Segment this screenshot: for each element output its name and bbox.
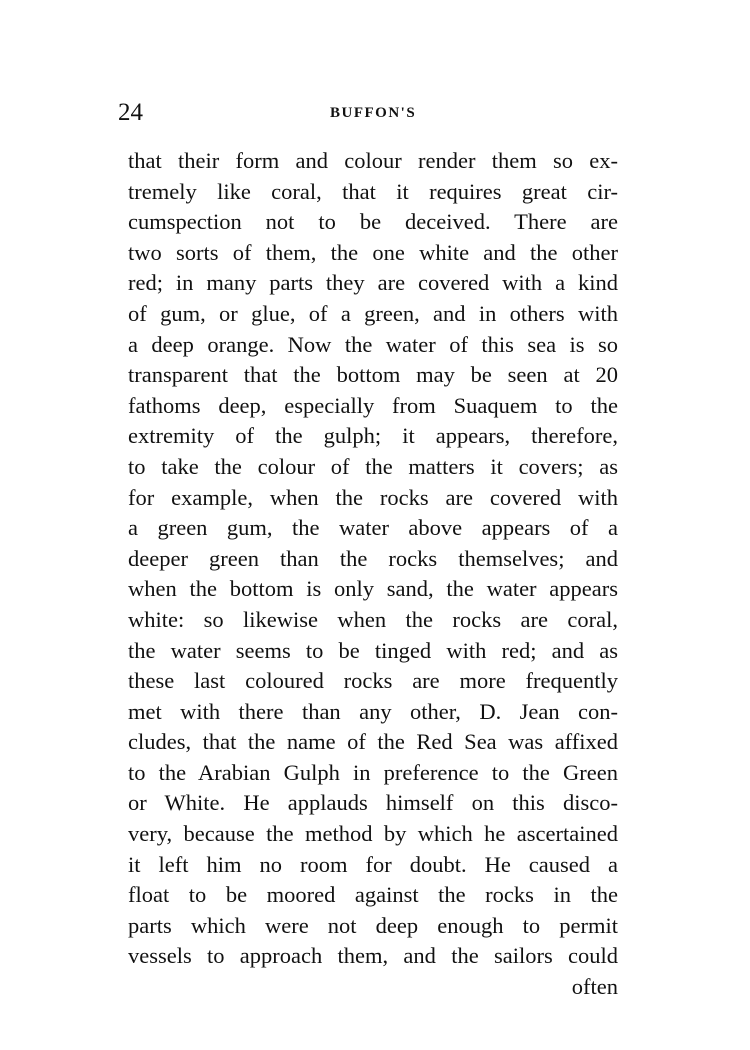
text-line: white: so likewise when the rocks are coral,: [128, 606, 618, 632]
text-line: met with there than any other, D. Jean con-: [128, 698, 618, 724]
text-line: these last coloured rocks are more frequently: [128, 668, 618, 694]
text-line: two sorts of them, the one white and the other: [128, 239, 618, 265]
text-line: a deep orange. Now the water of this sea is so: [128, 331, 618, 357]
text-line: transparent that the bottom may be seen at 20: [128, 362, 618, 388]
running-head: BUFFON'S: [330, 105, 417, 121]
text-line: to take the colour of the matters it covers; as: [128, 453, 618, 479]
body-text: [128, 146, 618, 1003]
text-line: red; in many parts they are covered with a kind: [128, 270, 618, 296]
text-line: a green gum, the water above appears of a: [128, 515, 618, 541]
text-line: the water seems to be tinged with red; and as: [128, 637, 618, 663]
text-line: deeper green than the rocks themselves; and: [128, 545, 618, 571]
text-line: to the Arabian Gulph in preference to the Green: [128, 759, 618, 785]
text-line: tremely like coral, that it requires great cir-: [128, 178, 618, 204]
text-line: fathoms deep, especially from Suaquem to the: [128, 392, 618, 418]
text-line: it left him no room for doubt. He caused a: [128, 851, 618, 877]
catchword: often: [571, 974, 618, 1000]
text-line: parts which were not deep enough to permit: [128, 912, 618, 938]
text-line: for example, when the rocks are covered with: [128, 484, 618, 510]
text-line: or White. He applauds himself on this disco-: [128, 790, 618, 816]
text-line: extremity of the gulph; it appears, therefore,: [128, 423, 618, 449]
text-line: when the bottom is only sand, the water appears: [128, 576, 618, 602]
text-line: vessels to approach them, and the sailors could: [128, 943, 618, 969]
page-number: 24: [118, 99, 143, 126]
text-line: float to be moored against the rocks in the: [128, 882, 618, 908]
text-line: that their form and colour render them so ex-: [128, 148, 618, 173]
text-line: of gum, or glue, of a green, and in others with: [128, 300, 618, 326]
text-line: very, because the method by which he ascertained: [128, 821, 618, 847]
text-line: cumspection not to be deceived. There are: [128, 209, 618, 235]
text-line: cludes, that the name of the Red Sea was affixed: [128, 729, 618, 755]
